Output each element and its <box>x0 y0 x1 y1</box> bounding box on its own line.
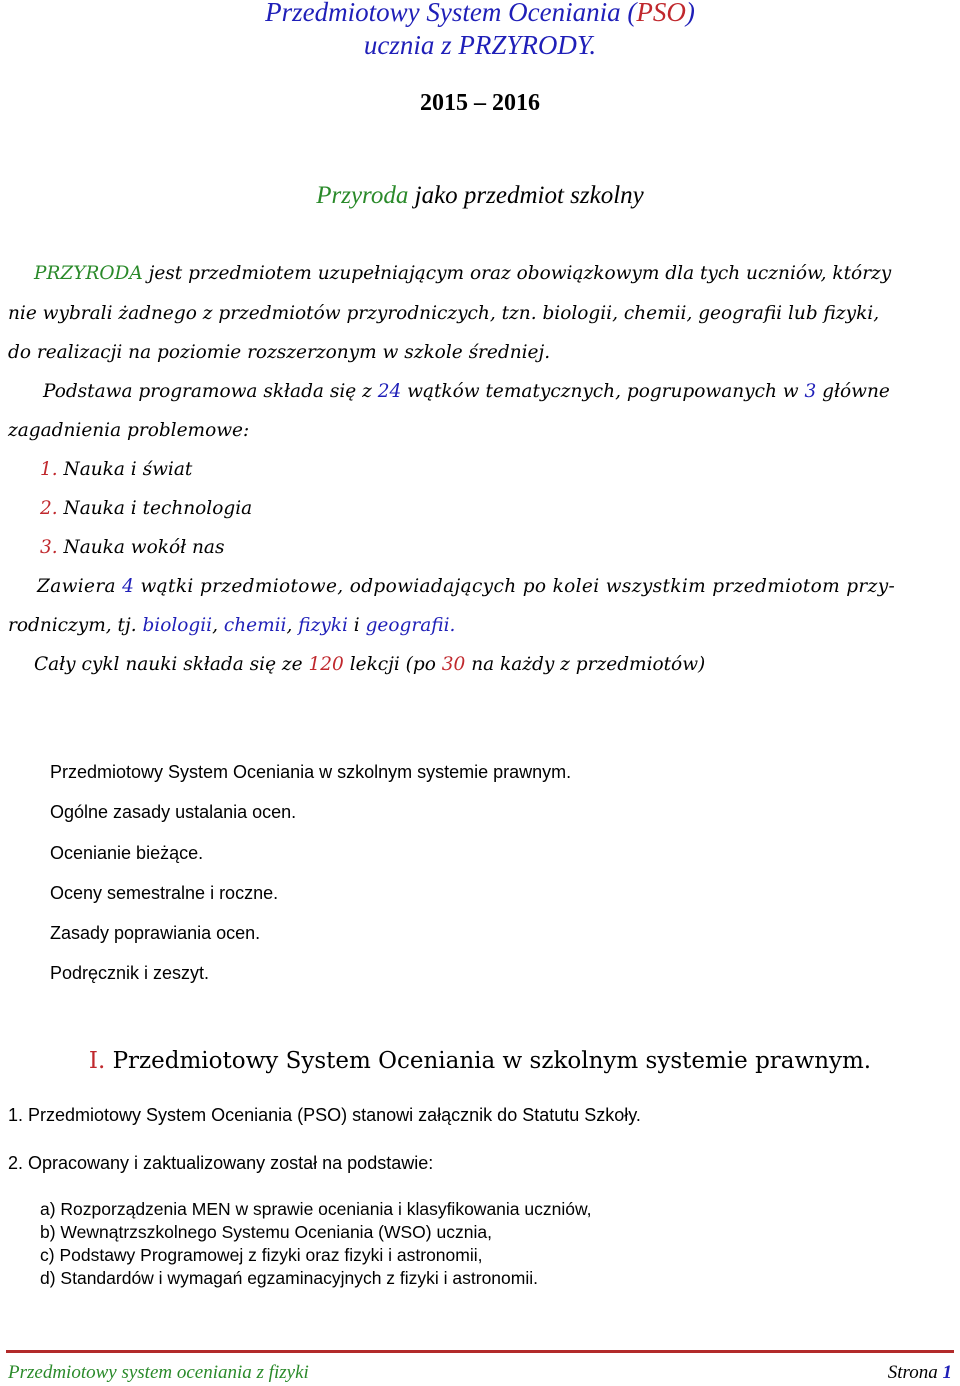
intro-line-1 <box>34 264 891 284</box>
list-num: 3. <box>40 537 58 558</box>
podstawa-num-24: 24 <box>377 381 402 402</box>
sub-list-item: b) Wewnątrzszkolnego Systemu Oceniania (WSO) ucznia, <box>40 1222 492 1242</box>
zawiera-num-4: 4 <box>122 576 135 597</box>
list-num: 1. <box>40 459 58 480</box>
toc-text: Zasady poprawiania ocen. <box>50 923 261 943</box>
toc-text: Przedmiotowy System Oceniania w szkolnym systemie prawnym. <box>50 762 572 782</box>
sub-list-item: c) Podstawy Programowej z fizyki oraz fizyki i astronomii, <box>40 1245 483 1265</box>
podstawa-text-b: wątków tematycznych, pogrupowanych w <box>401 381 805 402</box>
period: . <box>449 615 456 636</box>
section-item-1: 1. Przedmiotowy System Oceniania (PSO) stanowi załącznik do Statutu Szkoły. <box>8 1105 641 1125</box>
subtitle-rest: jako przedmiot szkolny <box>408 182 644 209</box>
comma: , <box>212 615 224 636</box>
title-part-1: Przedmiotowy System Oceniania ( <box>265 0 637 27</box>
toc-text: Ocenianie bieżące. <box>50 843 204 863</box>
podstawa-text-a: Podstawa programowa składa się z <box>43 381 378 402</box>
list-item <box>40 537 224 558</box>
list-text: Nauka i świat <box>63 459 193 480</box>
intro-line-2: nie wybrali żadnego z przedmiotów przyrodniczych, tzn. biologii, chemii, geografii lub fizyki, <box>8 303 880 324</box>
subtitle-word: Przyroda <box>316 182 409 209</box>
footer-page-label: Strona <box>887 1362 943 1383</box>
toc-text: Podręcznik i zeszyt. <box>50 963 210 983</box>
toc-text: Ogólne zasady ustalania ocen. <box>50 802 297 822</box>
document-title-line2: ucznia z PRZYRODY. <box>363 30 597 60</box>
podstawa-num-3: 3 <box>804 381 817 402</box>
footer-title: Przedmiotowy system oceniania z fizyki <box>8 1362 309 1383</box>
zawiera-line-1 <box>37 577 895 597</box>
zawiera-text-a: Zawiera <box>37 576 123 597</box>
cykl-num-120: 120 <box>308 654 344 675</box>
sub-list-item: d) Standardów i wymagań egzaminacyjnych z fizyki i astronomii. <box>40 1268 538 1288</box>
cykl-line <box>34 655 705 675</box>
cykl-num-30: 30 <box>441 654 466 675</box>
toc-text: Oceny semestralne i roczne. <box>50 883 279 903</box>
section-num: I. <box>88 1048 106 1074</box>
document-title <box>0 0 960 28</box>
intro-line-1-text: jest przedmiotem uzupełniającym oraz obowiązkowym dla tych uczniów, którzy <box>142 263 892 284</box>
cykl-text-b: lekcji (po <box>343 654 442 675</box>
physics-word: fizyki <box>298 615 348 636</box>
cykl-text-c: na każdy z przedmiotów) <box>465 654 706 675</box>
school-year: 2015 – 2016 <box>420 90 540 116</box>
sub-list-item: a) Rozporządzenia MEN w sprawie oceniania i klasyfikowania uczniów, <box>40 1199 592 1219</box>
biology-word: biologii <box>142 615 213 636</box>
title-abbr: PSO <box>636 0 686 27</box>
section-title: Przedmiotowy System Oceniania w szkolnym systemie prawnym. <box>105 1048 872 1074</box>
list-num: 2. <box>40 498 58 519</box>
przyroda-word: PRZYRODA <box>34 263 143 284</box>
section-heading <box>0 1048 960 1074</box>
footer-divider <box>6 1350 954 1353</box>
section-item-2: 2. Opracowany i zaktualizowany został na podstawie: <box>8 1153 434 1173</box>
geography-word: geografii <box>365 615 450 636</box>
zawiera-line-2 <box>8 616 455 636</box>
podstawa-text-c: główne <box>816 381 890 402</box>
zawiera-text-b: wątki przedmiotowe, odpowiadających po kolei wszystkim przedmiotom przy- <box>134 576 896 597</box>
intro-line-3: do realizacji na poziomie rozszerzonym w szkole średniej. <box>8 342 551 363</box>
subtitle <box>0 182 960 210</box>
podstawa-line-2: zagadnienia problemowe: <box>8 420 250 441</box>
list-item <box>40 498 252 519</box>
comma: , <box>286 615 299 636</box>
zawiera-text-c: rodniczym, tj. <box>8 615 143 636</box>
chemistry-word: chemii <box>223 615 287 636</box>
title-part-2: ) <box>685 0 695 27</box>
list-text: Nauka i technologia <box>63 498 253 519</box>
footer-page <box>888 1362 952 1384</box>
list-item <box>40 459 192 480</box>
cykl-text-a: Cały cykl nauki składa się ze <box>34 654 309 675</box>
and-word: i <box>347 615 366 636</box>
list-text: Nauka wokół nas <box>63 537 225 558</box>
podstawa-line-1 <box>43 382 890 402</box>
page-number: 1 <box>942 1362 952 1383</box>
